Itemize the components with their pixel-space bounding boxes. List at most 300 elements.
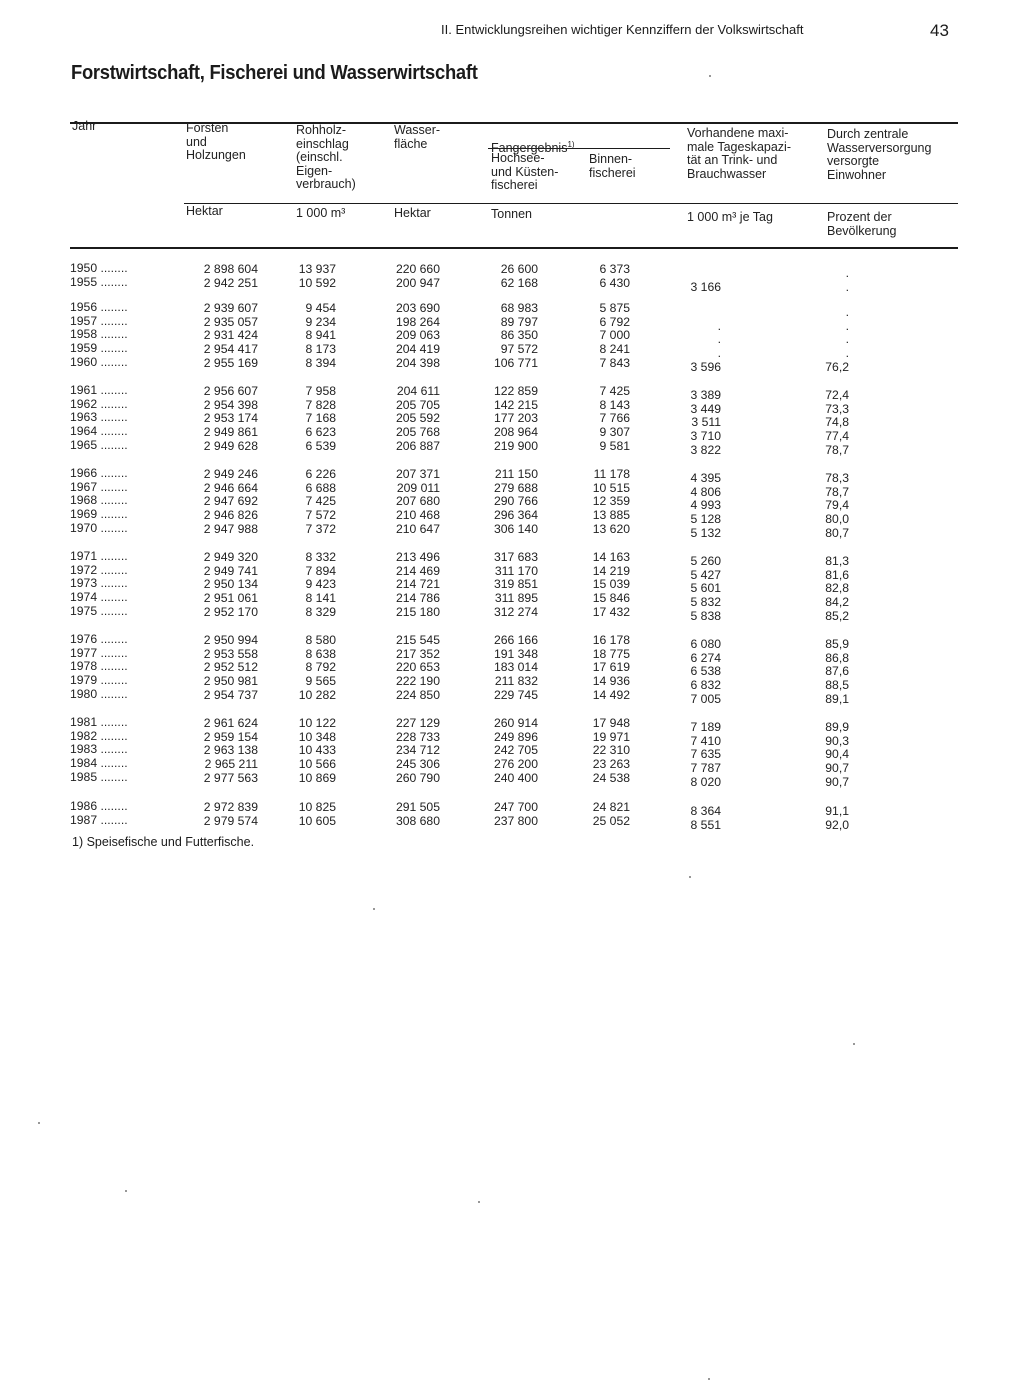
cell-cap: 7 787 bbox=[690, 761, 721, 776]
cell-water: 205 768 bbox=[395, 425, 440, 440]
cell-wood: 10 592 bbox=[298, 275, 336, 290]
scan-speck bbox=[689, 876, 691, 878]
cell-pct: 77,4 bbox=[825, 429, 849, 444]
cell-water: 245 306 bbox=[395, 757, 440, 772]
row-year: 1975 ........ bbox=[70, 603, 128, 618]
row-year: 1971 ........ bbox=[70, 549, 128, 563]
cell-wood: 7 894 bbox=[305, 563, 336, 578]
cell-wood: 7 958 bbox=[305, 384, 336, 398]
cell-water: 210 468 bbox=[395, 508, 440, 523]
cell-pct: 79,4 bbox=[825, 498, 849, 513]
cell-sea: 311 895 bbox=[494, 591, 538, 606]
row-year: 1977 ........ bbox=[70, 645, 128, 660]
cell-sea: 266 166 bbox=[493, 633, 538, 647]
cell-wood: 10 433 bbox=[298, 743, 336, 758]
cell-pct: . bbox=[845, 305, 849, 319]
cell-wood: 8 141 bbox=[305, 591, 336, 606]
row-year: 1980 ........ bbox=[70, 686, 128, 701]
cell-forests: 2 949 628 bbox=[203, 438, 258, 453]
row-year: 1985 ........ bbox=[70, 769, 128, 784]
cell-inland: 14 219 bbox=[592, 563, 630, 578]
cell-forests: 2 950 981 bbox=[203, 674, 258, 689]
cell-forests: 2 956 607 bbox=[203, 384, 258, 398]
cell-cap: 7 410 bbox=[690, 733, 721, 748]
cell-forests: 2 946 826 bbox=[203, 508, 258, 523]
cell-forests: 2 949 320 bbox=[203, 550, 258, 564]
cell-wood: 8 792 bbox=[305, 660, 336, 675]
cell-pct: . bbox=[845, 332, 849, 347]
header-catch-label: Fangergebnis bbox=[491, 140, 568, 155]
cell-cap: . bbox=[717, 318, 721, 333]
header-wood: Rohholz- einschlag (einschl. Eigen- verbrauch) bbox=[296, 123, 356, 192]
cell-water: 204 611 bbox=[396, 384, 440, 398]
cell-wood: 10 122 bbox=[298, 716, 336, 730]
cell-sea: 68 983 bbox=[500, 301, 538, 315]
cell-cap: 5 832 bbox=[690, 595, 721, 610]
cell-water: 220 653 bbox=[395, 660, 440, 675]
cell-forests: 2 972 839 bbox=[203, 800, 258, 814]
row-year: 1986 ........ bbox=[70, 799, 128, 813]
cell-inland: 14 492 bbox=[592, 687, 630, 702]
cell-inland: 7 843 bbox=[599, 355, 630, 370]
cell-wood: 6 539 bbox=[305, 438, 336, 453]
cell-inland: 9 307 bbox=[599, 425, 630, 440]
cell-pct: 80,7 bbox=[825, 525, 849, 540]
cell-cap: 7 005 bbox=[690, 691, 721, 706]
cell-forests: 2 952 170 bbox=[203, 604, 258, 619]
cell-forests: 2 953 174 bbox=[203, 411, 258, 426]
running-header: II. Entwicklungsreihen wichtiger Kennziffern der Volkswirtschaft bbox=[441, 22, 804, 37]
scan-speck bbox=[38, 1122, 40, 1124]
cell-sea: 89 797 bbox=[500, 314, 538, 329]
header-forests: Forsten und Holzungen bbox=[186, 121, 246, 163]
cell-sea: 122 859 bbox=[493, 384, 538, 398]
cell-cap: . bbox=[717, 346, 721, 361]
cell-forests: 2 963 138 bbox=[203, 743, 258, 758]
cell-forests: 2 959 154 bbox=[203, 729, 258, 744]
cell-pct: 88,5 bbox=[825, 678, 849, 693]
cell-forests: 2 931 424 bbox=[203, 328, 258, 343]
row-year: 1968 ........ bbox=[70, 493, 128, 508]
cell-pct: 76,2 bbox=[825, 359, 849, 374]
unit-rule bbox=[184, 203, 958, 204]
cell-wood: 6 688 bbox=[305, 480, 336, 495]
cell-cap: 3 511 bbox=[691, 415, 721, 430]
unit-tonnes: Tonnen bbox=[491, 207, 533, 221]
cell-inland: 8 143 bbox=[599, 397, 630, 412]
cell-wood: 7 425 bbox=[305, 494, 336, 509]
cell-wood: 7 828 bbox=[305, 397, 336, 412]
cell-inland: 16 178 bbox=[592, 633, 630, 647]
row-year: 1983 ........ bbox=[70, 742, 128, 757]
unit-thousand-m3-per-day: 1 000 m³ je Tag bbox=[687, 210, 773, 224]
cell-cap: 3 710 bbox=[690, 429, 721, 444]
cell-wood: 6 226 bbox=[305, 467, 336, 481]
cell-cap: 8 020 bbox=[690, 774, 721, 789]
cell-pct: 81,6 bbox=[825, 567, 849, 582]
cell-inland: 14 163 bbox=[592, 550, 630, 564]
row-year: 1967 ........ bbox=[70, 479, 128, 494]
cell-inland: 24 821 bbox=[592, 800, 630, 814]
cell-cap: 7 189 bbox=[690, 720, 721, 734]
cell-sea: 211 150 bbox=[494, 467, 538, 481]
cell-inland: 5 875 bbox=[599, 301, 630, 315]
cell-cap: 3 822 bbox=[690, 442, 721, 457]
cell-pct: . bbox=[845, 318, 849, 333]
cell-water: 198 264 bbox=[395, 314, 440, 329]
cell-cap: 6 080 bbox=[690, 637, 721, 651]
cell-inland: 15 039 bbox=[592, 577, 630, 592]
cell-inland: 6 430 bbox=[599, 275, 630, 290]
cell-water: 227 129 bbox=[395, 716, 440, 730]
cell-forests: 2 954 737 bbox=[203, 687, 258, 702]
scan-speck bbox=[708, 1378, 710, 1380]
page-number: 43 bbox=[930, 21, 949, 40]
cell-inland: 17 432 bbox=[592, 604, 630, 619]
cell-water: 213 496 bbox=[395, 550, 440, 564]
header-inland-fishing: Binnen- fischerei bbox=[589, 152, 636, 180]
cell-inland: 22 310 bbox=[592, 743, 630, 758]
cell-water: 214 786 bbox=[395, 591, 440, 606]
cell-sea: 312 274 bbox=[493, 604, 538, 619]
cell-forests: 2 955 169 bbox=[203, 355, 258, 370]
cell-wood: 8 329 bbox=[305, 604, 336, 619]
cell-sea: 306 140 bbox=[493, 521, 538, 536]
cell-forests: 2 947 988 bbox=[203, 521, 258, 536]
row-year: 1963 ........ bbox=[70, 410, 128, 425]
cell-pct: 91,1 bbox=[825, 804, 849, 818]
cell-pct: 73,3 bbox=[825, 401, 849, 416]
cell-forests: 2 947 692 bbox=[203, 494, 258, 509]
footnote: 1) Speisefische und Futterfische. bbox=[72, 835, 255, 849]
cell-inland: 12 359 bbox=[592, 494, 630, 509]
cell-inland: 13 885 bbox=[592, 508, 630, 523]
cell-water: 207 371 bbox=[395, 467, 440, 481]
cell-inland: 7 766 bbox=[599, 411, 630, 426]
cell-forests: 2 949 741 bbox=[203, 563, 258, 578]
cell-pct: 84,2 bbox=[825, 595, 849, 610]
row-year: 1976 ........ bbox=[70, 632, 128, 646]
cell-sea: 240 400 bbox=[493, 770, 538, 785]
scan-speck bbox=[853, 1043, 855, 1045]
cell-sea: 276 200 bbox=[493, 757, 538, 772]
cell-sea: 62 168 bbox=[500, 275, 538, 290]
cell-cap: 4 806 bbox=[690, 484, 721, 499]
cell-wood: 8 941 bbox=[305, 328, 336, 343]
cell-sea: 319 851 bbox=[493, 577, 538, 592]
cell-water: 215 180 bbox=[395, 604, 440, 619]
cell-cap: 5 601 bbox=[690, 581, 721, 596]
header-bottom-rule bbox=[70, 247, 958, 249]
cell-water: 220 660 bbox=[395, 262, 440, 276]
cell-pct: 90,7 bbox=[825, 761, 849, 776]
cell-forests: 2 965 211 bbox=[204, 757, 258, 772]
cell-cap: 6 832 bbox=[690, 678, 721, 693]
cell-cap: 4 993 bbox=[690, 498, 721, 513]
cell-sea: 208 964 bbox=[493, 425, 538, 440]
cell-wood: 8 394 bbox=[305, 355, 336, 370]
cell-forests: 2 949 246 bbox=[203, 467, 258, 481]
cell-water: 205 705 bbox=[395, 397, 440, 412]
row-year: 1982 ........ bbox=[70, 728, 128, 743]
cell-pct: . bbox=[845, 279, 849, 294]
cell-forests: 2 950 994 bbox=[203, 633, 258, 647]
row-year: 1984 ........ bbox=[70, 756, 128, 771]
scan-speck bbox=[125, 1190, 127, 1192]
cell-pct: 90,4 bbox=[825, 747, 849, 762]
cell-pct: . bbox=[845, 346, 849, 361]
cell-water: 209 011 bbox=[396, 480, 440, 495]
cell-wood: 9 234 bbox=[305, 314, 336, 329]
cell-water: 224 850 bbox=[395, 687, 440, 702]
cell-water: 200 947 bbox=[395, 275, 440, 290]
cell-cap: 4 395 bbox=[690, 471, 721, 485]
scan-speck bbox=[478, 1201, 480, 1203]
cell-inland: 19 971 bbox=[592, 729, 630, 744]
cell-sea: 106 771 bbox=[493, 355, 538, 370]
cell-pct: 72,4 bbox=[825, 388, 849, 402]
cell-pct: 78,7 bbox=[825, 484, 849, 499]
unit-percent-population: Prozent der Bevölkerung bbox=[827, 210, 897, 238]
cell-inland: 18 775 bbox=[592, 646, 630, 661]
cell-wood: 10 348 bbox=[298, 729, 336, 744]
cell-forests: 2 939 607 bbox=[203, 301, 258, 315]
row-year: 1981 ........ bbox=[70, 715, 128, 729]
cell-forests: 2 954 417 bbox=[203, 342, 258, 357]
cell-wood: 9 423 bbox=[305, 577, 336, 592]
cell-wood: 10 869 bbox=[298, 770, 336, 785]
cell-pct: 78,7 bbox=[825, 442, 849, 457]
cell-water: 215 545 bbox=[395, 633, 440, 647]
cell-forests: 2 952 512 bbox=[203, 660, 258, 675]
cell-cap: 8 551 bbox=[690, 817, 721, 832]
cell-sea: 290 766 bbox=[493, 494, 538, 509]
cell-forests: 2 961 624 bbox=[203, 716, 258, 730]
cell-inland: 11 178 bbox=[593, 467, 630, 481]
cell-inland: 6 373 bbox=[599, 262, 630, 276]
cell-sea: 26 600 bbox=[500, 262, 538, 276]
cell-wood: 7 168 bbox=[305, 411, 336, 426]
row-year: 1960 ........ bbox=[70, 354, 128, 369]
cell-cap: 5 132 bbox=[690, 525, 721, 540]
cell-forests: 2 949 861 bbox=[203, 425, 258, 440]
cell-water: 217 352 bbox=[395, 646, 440, 661]
row-year: 1965 ........ bbox=[70, 437, 128, 452]
cell-forests: 2 977 563 bbox=[203, 770, 258, 785]
cell-pct: 80,0 bbox=[825, 512, 849, 527]
cell-inland: 17 948 bbox=[592, 716, 630, 730]
unit-hectare-forests: Hektar bbox=[186, 204, 223, 218]
cell-sea: 279 688 bbox=[493, 480, 538, 495]
cell-inland: 8 241 bbox=[599, 342, 630, 357]
cell-wood: 8 332 bbox=[305, 550, 336, 564]
scan-speck bbox=[373, 908, 375, 910]
cell-wood: 13 937 bbox=[298, 262, 336, 276]
cell-inland: 17 619 bbox=[592, 660, 630, 675]
cell-water: 260 790 bbox=[395, 770, 440, 785]
cell-water: 234 712 bbox=[395, 743, 440, 758]
cell-wood: 10 605 bbox=[298, 813, 336, 828]
header-year: Jahr bbox=[72, 119, 97, 133]
row-year: 1979 ........ bbox=[70, 673, 128, 688]
header-capacity: Vorhandene maxi- male Tageskapazi- tät an Trink- und Brauchwasser bbox=[687, 126, 791, 181]
cell-cap: 5 427 bbox=[690, 567, 721, 582]
cell-cap: 3 166 bbox=[690, 279, 721, 294]
cell-water: 210 647 bbox=[395, 521, 440, 536]
cell-pct: 85,2 bbox=[825, 608, 849, 623]
cell-wood: 10 825 bbox=[298, 800, 336, 814]
cell-wood: 8 638 bbox=[305, 646, 336, 661]
unit-thousand-m3: 1 000 m³ bbox=[296, 206, 346, 220]
cell-wood: 10 282 bbox=[298, 687, 336, 702]
cell-forests: 2 950 134 bbox=[203, 577, 258, 592]
header-supply: Durch zentrale Wasserversorgung versorgte Einwohner bbox=[827, 127, 932, 182]
cell-inland: 6 792 bbox=[599, 314, 630, 329]
row-year: 1956 ........ bbox=[70, 300, 128, 314]
cell-pct: 90,3 bbox=[825, 733, 849, 748]
cell-wood: 8 580 bbox=[305, 633, 336, 647]
cell-water: 206 887 bbox=[395, 438, 440, 453]
cell-pct: 82,8 bbox=[825, 581, 849, 596]
cell-pct: 89,9 bbox=[825, 720, 849, 734]
cell-sea: 247 700 bbox=[493, 800, 538, 814]
cell-pct: 78,3 bbox=[825, 471, 849, 485]
cell-sea: 142 215 bbox=[493, 397, 538, 412]
cell-wood: 8 173 bbox=[305, 342, 336, 357]
cell-cap: 3 596 bbox=[690, 359, 721, 374]
row-year: 1966 ........ bbox=[70, 466, 128, 480]
cell-pct: 92,0 bbox=[825, 817, 849, 832]
page-title: Forstwirtschaft, Fischerei und Wasserwirtschaft bbox=[71, 62, 478, 84]
cell-water: 205 592 bbox=[395, 411, 440, 426]
cell-sea: 249 896 bbox=[493, 729, 538, 744]
cell-cap: 5 838 bbox=[690, 608, 721, 623]
row-year: 1974 ........ bbox=[70, 590, 128, 605]
cell-water: 204 419 bbox=[395, 342, 440, 357]
cell-inland: 25 052 bbox=[592, 813, 630, 828]
cell-cap: 5 260 bbox=[690, 554, 721, 568]
footnote-ref: 1) bbox=[567, 139, 575, 149]
cell-sea: 242 705 bbox=[493, 743, 538, 758]
header-water-area: Wasser- fläche bbox=[394, 123, 441, 151]
row-year: 1978 ........ bbox=[70, 659, 128, 674]
cell-wood: 6 623 bbox=[305, 425, 336, 440]
row-year: 1961 ........ bbox=[70, 383, 128, 397]
cell-inland: 15 846 bbox=[592, 591, 630, 606]
cell-cap: 6 538 bbox=[690, 664, 721, 679]
cell-sea: 311 170 bbox=[494, 563, 538, 578]
cell-water: 214 469 bbox=[395, 563, 440, 578]
cell-wood: 10 566 bbox=[298, 757, 336, 772]
cell-sea: 177 203 bbox=[493, 411, 538, 426]
cell-forests: 2 942 251 bbox=[203, 275, 258, 290]
cell-inland: 7 425 bbox=[599, 384, 630, 398]
cell-water: 308 680 bbox=[395, 813, 440, 828]
cell-water: 222 190 bbox=[395, 674, 440, 689]
cell-forests: 2 898 604 bbox=[203, 262, 258, 276]
cell-pct: 89,1 bbox=[825, 691, 849, 706]
cell-water: 209 063 bbox=[395, 328, 440, 343]
cell-sea: 260 914 bbox=[493, 716, 538, 730]
cell-sea: 219 900 bbox=[493, 438, 538, 453]
row-year: 1955 ........ bbox=[70, 274, 128, 289]
cell-pct: 87,6 bbox=[825, 664, 849, 679]
row-year: 1957 ........ bbox=[70, 313, 128, 328]
cell-sea: 296 364 bbox=[493, 508, 538, 523]
cell-wood: 9 565 bbox=[305, 674, 336, 689]
cell-water: 228 733 bbox=[395, 729, 440, 744]
cell-wood: 9 454 bbox=[305, 301, 336, 315]
cell-cap: 3 389 bbox=[690, 388, 721, 402]
cell-pct: 86,8 bbox=[825, 650, 849, 665]
cell-sea: 237 800 bbox=[493, 813, 538, 828]
cell-forests: 2 979 574 bbox=[203, 813, 258, 828]
row-year: 1959 ........ bbox=[70, 341, 128, 356]
row-year: 1973 ........ bbox=[70, 576, 128, 591]
row-year: 1972 ........ bbox=[70, 562, 128, 577]
cell-water: 207 680 bbox=[395, 494, 440, 509]
cell-inland: 23 263 bbox=[592, 757, 630, 772]
row-year: 1958 ........ bbox=[70, 327, 128, 342]
cell-water: 291 505 bbox=[395, 800, 440, 814]
cell-sea: 86 350 bbox=[500, 328, 538, 343]
cell-cap: 5 128 bbox=[690, 512, 721, 527]
row-year: 1969 ........ bbox=[70, 507, 128, 522]
cell-water: 203 690 bbox=[395, 301, 440, 315]
scan-speck bbox=[709, 75, 711, 77]
cell-forests: 2 946 664 bbox=[203, 480, 258, 495]
row-year: 1950 ........ bbox=[70, 261, 128, 275]
row-year: 1964 ........ bbox=[70, 424, 128, 439]
cell-inland: 13 620 bbox=[592, 521, 630, 536]
row-year: 1962 ........ bbox=[70, 396, 128, 411]
cell-sea: 317 683 bbox=[493, 550, 538, 564]
cell-cap: 6 274 bbox=[690, 650, 721, 665]
cell-sea: 211 832 bbox=[494, 674, 538, 689]
cell-pct: 81,3 bbox=[825, 554, 849, 568]
cell-pct: . bbox=[845, 266, 849, 280]
cell-pct: 74,8 bbox=[825, 415, 849, 430]
cell-cap: 8 364 bbox=[690, 804, 721, 818]
cell-sea: 229 745 bbox=[493, 687, 538, 702]
cell-sea: 183 014 bbox=[493, 660, 538, 675]
cell-inland: 10 515 bbox=[592, 480, 630, 495]
cell-cap: 7 635 bbox=[690, 747, 721, 762]
cell-sea: 191 348 bbox=[493, 646, 538, 661]
cell-pct: 85,9 bbox=[825, 637, 849, 651]
cell-wood: 7 372 bbox=[305, 521, 336, 536]
cell-inland: 24 538 bbox=[592, 770, 630, 785]
cell-pct: 90,7 bbox=[825, 774, 849, 789]
cell-inland: 14 936 bbox=[592, 674, 630, 689]
cell-forests: 2 953 558 bbox=[203, 646, 258, 661]
cell-forests: 2 954 398 bbox=[203, 397, 258, 412]
cell-water: 214 721 bbox=[395, 577, 440, 592]
cell-forests: 2 935 057 bbox=[203, 314, 258, 329]
cell-inland: 9 581 bbox=[599, 438, 630, 453]
cell-water: 204 398 bbox=[395, 355, 440, 370]
cell-sea: 97 572 bbox=[500, 342, 538, 357]
cell-cap: 3 449 bbox=[690, 401, 721, 416]
row-year: 1970 ........ bbox=[70, 520, 128, 535]
cell-cap: . bbox=[717, 332, 721, 347]
header-sea-fishing: Hochsee- und Küsten- fischerei bbox=[491, 151, 559, 193]
unit-hectare-water: Hektar bbox=[394, 206, 431, 220]
cell-inland: 7 000 bbox=[599, 328, 630, 343]
cell-wood: 7 572 bbox=[305, 508, 336, 523]
row-year: 1987 ........ bbox=[70, 812, 128, 827]
cell-forests: 2 951 061 bbox=[203, 591, 258, 606]
